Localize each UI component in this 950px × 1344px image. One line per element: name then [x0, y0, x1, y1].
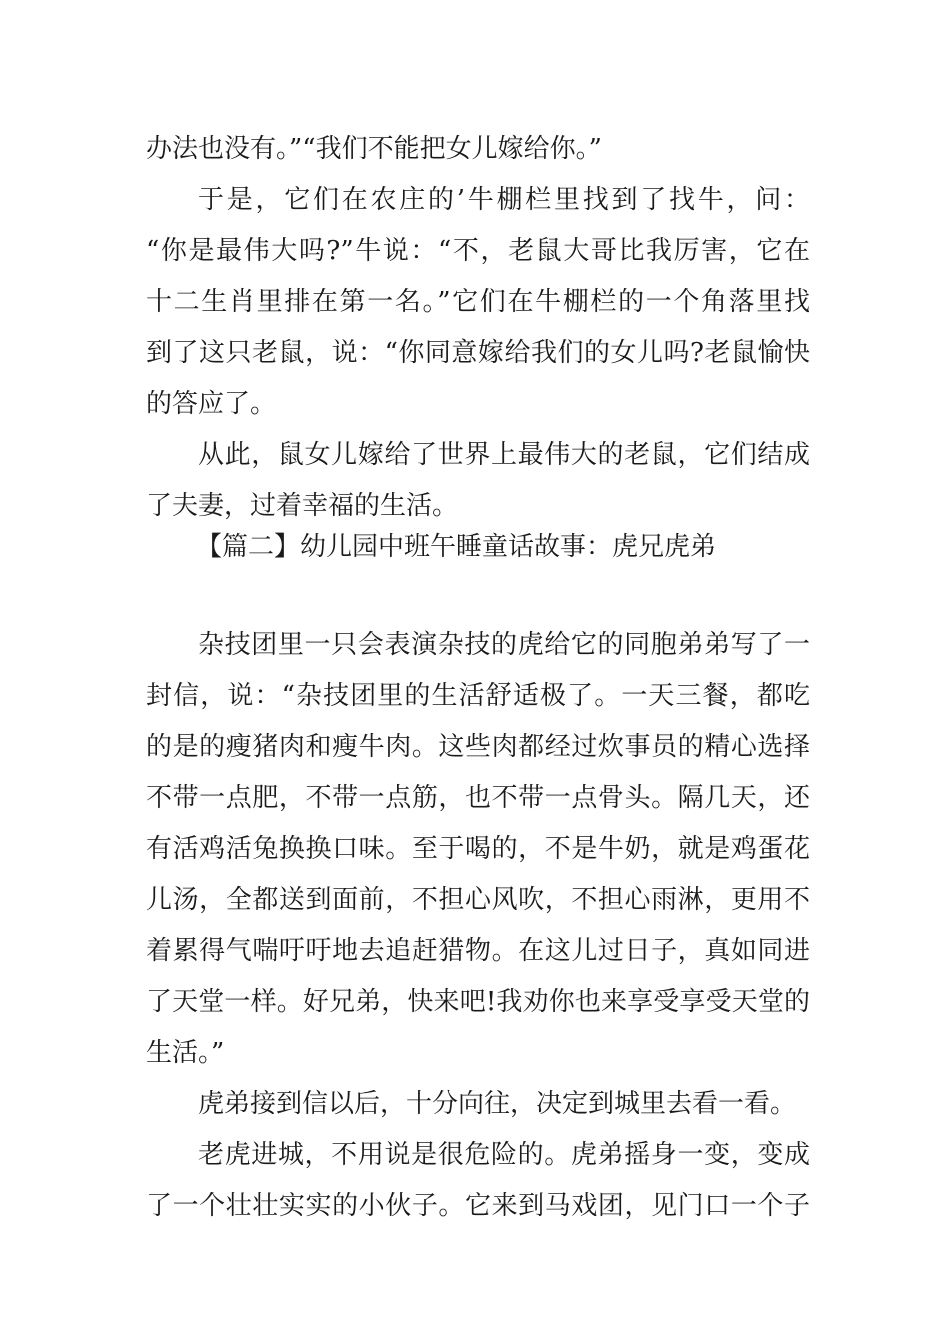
- section-heading: 【篇二】幼儿园中班午睡童话故事：虎兄虎弟: [196, 532, 717, 562]
- text-line: 的答应了。: [146, 389, 277, 419]
- section-2-text: [146, 620, 810, 1232]
- text-line: 有活鸡活兔换换口味。至于喝的，不是牛奶，就是鸡蛋花: [146, 834, 810, 864]
- text-line: 的是的瘦猪肉和瘦牛肉。这些肉都经过炊事员的精心选择: [146, 732, 810, 762]
- text-line: 到了这只老鼠，说：“你同意嫁给我们的女儿吗?老鼠愉快: [146, 338, 810, 368]
- section-heading-block: [196, 522, 810, 573]
- text-line: 杂技团里一只会表演杂技的虎给它的同胞弟弟写了一: [198, 630, 810, 660]
- text-line: 办法也没有。”“我们不能把女儿嫁给你。”: [146, 134, 602, 164]
- text-line: 生活。”: [146, 1038, 225, 1068]
- text-line: 儿汤，全都送到面前，不担心风吹，不担心雨淋，更用不: [146, 885, 810, 915]
- text-line: 于是，它们在农庄的’牛棚栏里找到了找牛，问：: [198, 185, 810, 215]
- text-line: 了夫妻，过着幸福的生活。: [146, 491, 459, 521]
- text-line: 了一个壮壮实实的小伙子。它来到马戏团，见门口一个子: [146, 1191, 810, 1221]
- text-line: “你是最伟大吗?”牛说：“不，老鼠大哥比我厉害，它在: [146, 236, 810, 266]
- text-line: 虎弟接到信以后，十分向往，决定到城里去看一看。: [198, 1089, 797, 1119]
- text-line: 从此，鼠女儿嫁给了世界上最伟大的老鼠，它们结成: [198, 440, 810, 470]
- text-line: 不带一点肥，不带一点筋，也不带一点骨头。隔几天，还: [146, 783, 810, 813]
- text-line: 十二生肖里排在第一名。”它们在牛棚栏的一个角落里找: [146, 287, 810, 317]
- text-line: 封信，说：“杂技团里的生活舒适极了。一天三餐，都吃: [146, 681, 810, 711]
- text-line: 老虎进城，不用说是很危险的。虎弟摇身一变，变成: [198, 1140, 810, 1170]
- section-1-text: [146, 124, 810, 532]
- text-line: 着累得气喘吁吁地去追赶猎物。在这儿过日子，真如同进: [146, 936, 810, 966]
- text-line: 了天堂一样。好兄弟，快来吧!我劝你也来享受享受天堂的: [146, 987, 810, 1017]
